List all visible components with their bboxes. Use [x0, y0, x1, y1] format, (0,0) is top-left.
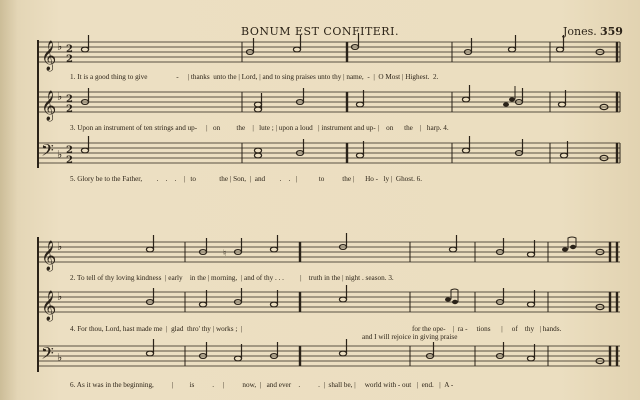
- lyric-line-2: 2. To tell of thy loving kindness | early in the | morning, | and of thy . . . | truth in the | night . season. 3.: [70, 274, 394, 282]
- svg-text:2: 2: [66, 54, 73, 65]
- svg-text:♭: ♭: [57, 240, 63, 253]
- svg-text:♭: ♭: [57, 40, 63, 53]
- time-signature: [66, 44, 73, 166]
- natural-icon: ♮: [223, 249, 227, 259]
- lyric-line-4: 4. For thou, Lord, hast made me | glad thro' thy | works ; |: [70, 325, 243, 333]
- lyric-line-4-end: for the ope- | ra - tions | of thy | hands.: [412, 325, 562, 333]
- page-number: 359: [600, 25, 623, 38]
- lyric-line-3: 3. Upon an instrument of ten strings and up- | on the | lute ; | upon a loud | instrument and up- | on the | harp. 4.: [70, 124, 449, 132]
- flat-icon: [57, 40, 62, 364]
- svg-text:2: 2: [66, 104, 73, 115]
- svg-text:2: 2: [66, 155, 73, 166]
- svg-text:♭: ♭: [57, 290, 63, 303]
- composer-name: Jones.: [563, 25, 597, 38]
- treble-clef-icon: 𝄞: [41, 241, 57, 271]
- lyric-line-1: 1. It is a good thing to give - | thanks unto the | Lord, | and to sing praises unto thy | name, - | O Most | Highest. 2.: [70, 73, 439, 81]
- hymn-title: BONUM EST CONFITERI.: [241, 25, 399, 38]
- lyric-line-4-cont: and I will rejoice in giving praise: [362, 333, 458, 341]
- svg-text:2: 2: [66, 145, 73, 156]
- bass-clef-icon: 𝄢: [41, 343, 54, 367]
- staff-1-2: [38, 92, 620, 112]
- filled-notes-system-1: [503, 86, 515, 107]
- lyric-line-6: 6. As it was in the beginning, | is . | now, | and ever . . | shall be, | world with - out | end. | A -: [70, 381, 454, 389]
- treble-clef-icon: 𝄞: [41, 41, 57, 71]
- svg-text:♭: ♭: [57, 90, 63, 103]
- treble-clef-icon: 𝄞: [41, 91, 57, 121]
- notes-system-2: [146, 233, 604, 364]
- bass-clef-icon: 𝄢: [41, 140, 54, 164]
- lyric-line-5: 5. Glory be to the Father, . . . | to the | Son, | and . . | to the | Ho - ly | Ghost. 6.: [70, 175, 423, 183]
- svg-text:♭: ♭: [57, 351, 63, 364]
- treble-clef-icon: 𝄞: [41, 291, 57, 321]
- staff-1-3: [38, 143, 620, 163]
- staff-1-1: [38, 42, 620, 62]
- svg-text:2: 2: [66, 94, 73, 105]
- svg-text:♭: ♭: [57, 148, 63, 161]
- svg-text:2: 2: [66, 44, 73, 55]
